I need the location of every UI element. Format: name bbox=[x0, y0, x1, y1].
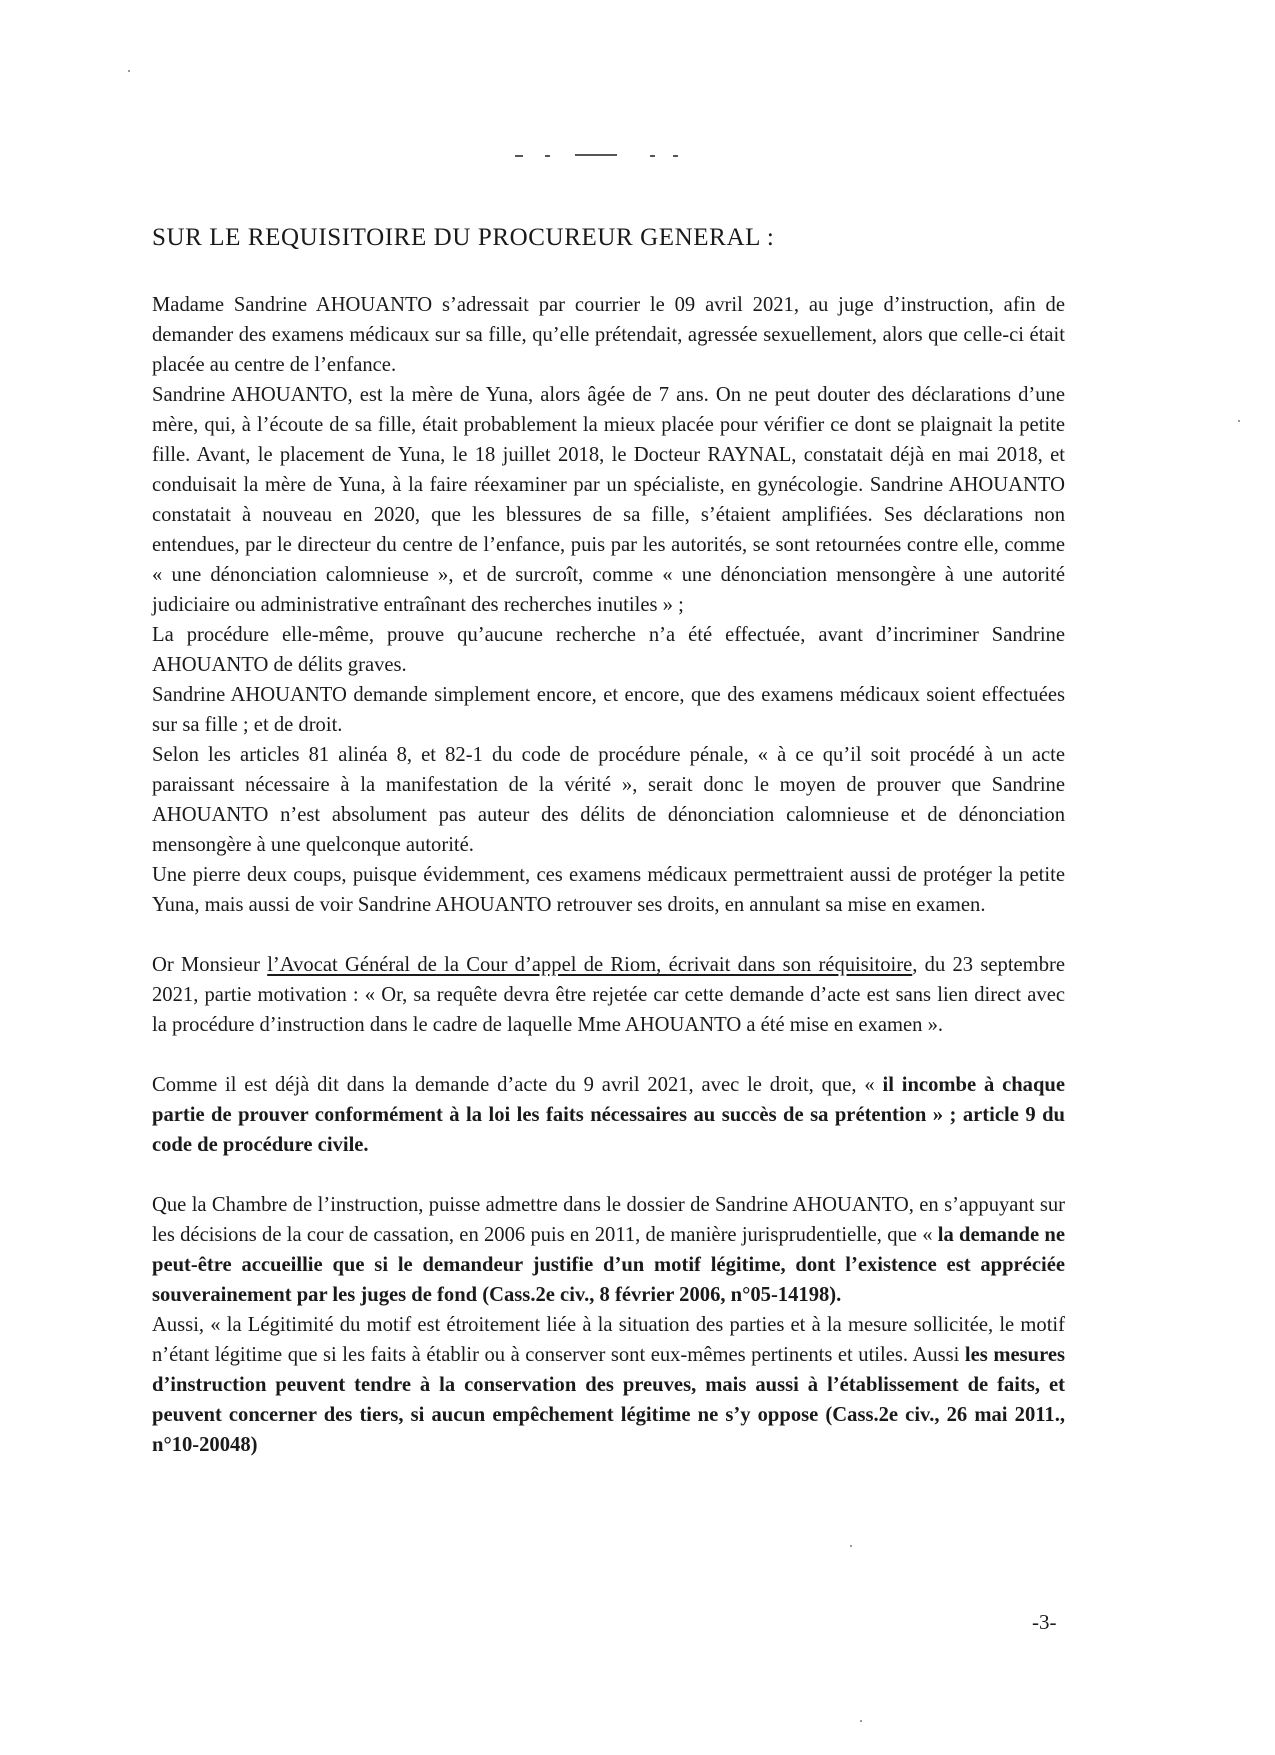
underlined-text: l’Avocat Général de la Cour d’appel de Riom, écrivait dans son réquisitoire bbox=[267, 954, 913, 976]
text-run: Que la Chambre de l’instruction, puisse admettre dans le dossier de Sandrine AHOUANTO, en s’appuyant sur les décisions de la cour de cassation, en 2006 puis en 2011, de manière jurisprudentielle, que « bbox=[152, 1194, 1065, 1246]
scan-speck bbox=[860, 1720, 862, 1722]
paragraph: Sandrine AHOUANTO, est la mère de Yuna, alors âgée de 7 ans. On ne peut douter des déclarations d’une mère, qui, à l’écoute de sa fille, était probablement la mieux placée pour vérifier ce dont se plaignait la petite fille. Avant, le placement de Yuna, le 18 juillet 2018, le Docteur RAYNAL, constatait déjà en mai 2018, et conduisait la mère de Yuna, à la faire réexaminer par un spécialiste, en gynécologie. Sandrine AHOUANTO constatait à nouveau en 2020, que les blessures de sa fille, s’étaient amplifiées. Ses déclarations non entendues, par le directeur du centre de l’enfance, puis par les autorités, se sont retournées contre elle, comme « une dénonciation calomnieuse », et de surcroît, comme « une dénonciation mensongère à une autorité judiciaire ou administrative entraînant des recherches inutiles » ; bbox=[152, 384, 1065, 616]
paragraph: Une pierre deux coups, puisque évidemment, ces examens médicaux permettraient aussi de protéger la petite Yuna, mais aussi de voir Sandrine AHOUANTO retrouver ses droits, en annulant sa mise en examen. bbox=[152, 864, 1065, 916]
bold-text: les mesures d’instruction peuvent tendre à la conservation des preuves, mais aussi à l’établissement de faits, et peuvent concerner des tiers, si aucun empêchement légitime ne s’y oppose (Cass.2e civ., 26 mai 2011., n°10-20048) bbox=[152, 1344, 1066, 1456]
paragraph: Selon les articles 81 alinéa 8, et 82-1 du code de procédure pénale, « à ce qu’il soit procédé à un acte paraissant nécessaire à la manifestation de la vérité », serait donc le moyen de prouver que Sandrine AHOUANTO n’est absolument pas auteur des délits de dénonciation calomnieuse et de dénonciation mensongère à une quelconque autorité. bbox=[152, 744, 1065, 856]
scan-artifact bbox=[515, 152, 685, 160]
scan-speck bbox=[850, 1545, 852, 1547]
text-run: Or Monsieur bbox=[152, 954, 268, 976]
paragraph bbox=[152, 1070, 1065, 1160]
text-run: , du 23 septembre 2021, partie motivation : « Or, sa requête devra être rejetée car cette demande d’acte est sans lien direct avec la procédure d’instruction dans le cadre de laquelle Mme AHOUANTO a été mise en examen ». bbox=[152, 954, 1065, 1036]
bold-text: il incombe à chaque partie de prouver conformément à la loi les faits nécessaires au succès de sa prétention » ; article 9 du code de procédure civile. bbox=[152, 1074, 1066, 1156]
scan-speck bbox=[128, 70, 130, 72]
text-run: Comme il est déjà dit dans la demande d’acte du 9 avril 2021, avec le droit, que, « bbox=[152, 1074, 883, 1096]
paragraph: Madame Sandrine AHOUANTO s’adressait par courrier le 09 avril 2021, au juge d’instruction, afin de demander des examens médicaux sur sa fille, qu’elle prétendait, agressée sexuellement, alors que celle-ci était placée au centre de l’enfance. bbox=[152, 294, 1065, 376]
paragraph: La procédure elle-même, prouve qu’aucune recherche n’a été effectuée, avant d’incriminer Sandrine AHOUANTO de délits graves. bbox=[152, 624, 1065, 676]
paragraph bbox=[152, 950, 1065, 1040]
bold-text: la demande ne peut-être accueillie que si le demandeur justifie d’un motif légitime, dont l’existence est appréciée souverainement par les juges de fond (Cass.2e civ., 8 février 2006, n°05-14198). bbox=[152, 1224, 1065, 1306]
paragraph bbox=[152, 1190, 1065, 1310]
section-heading: SUR LE REQUISITOIRE DU PROCUREUR GENERAL : bbox=[152, 224, 775, 251]
paragraph bbox=[152, 1310, 1065, 1460]
scan-speck bbox=[1238, 420, 1240, 422]
paragraph: Sandrine AHOUANTO demande simplement encore, et encore, que des examens médicaux soient effectuées sur sa fille ; et de droit. bbox=[152, 684, 1065, 736]
page-number: -3- bbox=[1032, 1610, 1057, 1634]
text-run: Aussi, « la Légitimité du motif est étroitement liée à la situation des parties et à la mesure sollicitée, le motif n’étant légitime que si les faits à établir ou à conserver sont eux-mêmes pertinents et utiles. Aussi bbox=[152, 1314, 1065, 1366]
document-body bbox=[152, 290, 1065, 1460]
